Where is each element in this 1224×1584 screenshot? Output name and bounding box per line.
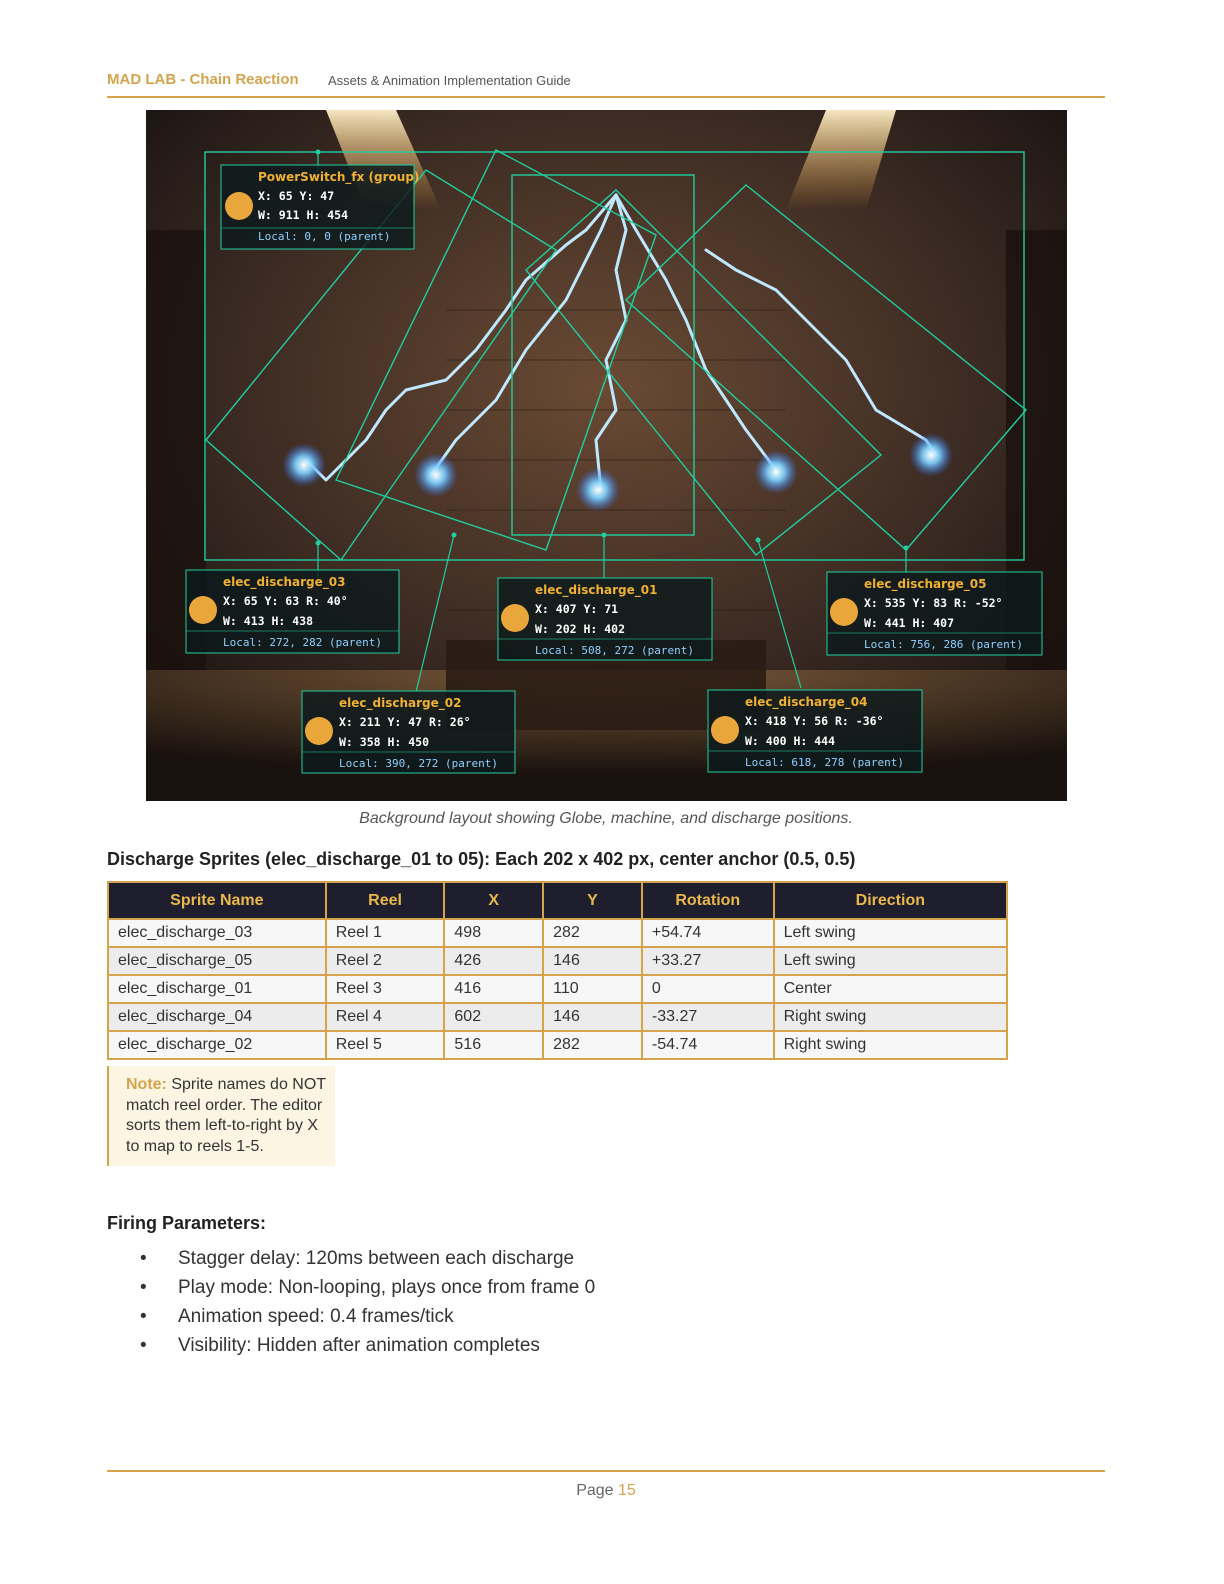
label-size: W: 202 H: 402	[535, 622, 626, 636]
document-subtitle: Assets & Animation Implementation Guide	[328, 73, 571, 88]
label-local: Local: 508, 272 (parent)	[535, 644, 694, 657]
table-cell: 602	[444, 1003, 543, 1031]
page-footer	[107, 1470, 1105, 1499]
label-position: X: 418 Y: 56 R: -36°	[745, 714, 884, 728]
page-header	[107, 70, 1105, 98]
table-row	[108, 947, 1007, 975]
table-cell: elec_discharge_02	[108, 1031, 326, 1059]
label-size: W: 413 H: 438	[223, 614, 314, 628]
label-local: Local: 756, 286 (parent)	[864, 638, 1023, 651]
table-cell: 282	[543, 919, 642, 947]
label-position: X: 407 Y: 71	[535, 602, 619, 616]
label-title: elec_discharge_05	[864, 577, 987, 591]
node-dot-icon	[189, 596, 217, 624]
firing-parameters-title: Firing Parameters:	[107, 1213, 267, 1233]
section-title: Discharge Sprites (elec_discharge_01 to 05): Each 202 x 402 px, center anchor (0.5, 0.5)	[107, 849, 856, 869]
note-label: Note:	[126, 1076, 167, 1093]
table-row	[108, 1031, 1007, 1059]
table-header-row	[108, 882, 1007, 919]
table-cell: Reel 5	[326, 1031, 445, 1059]
label-position: X: 535 Y: 83 R: -52°	[864, 596, 1003, 610]
table-cell: Right swing	[774, 1003, 1007, 1031]
note-callout	[107, 1066, 335, 1166]
table-cell: 146	[543, 1003, 642, 1031]
column-header: Reel	[326, 882, 445, 919]
figure-caption: Background layout showing Globe, machine, and discharge positions.	[359, 810, 853, 827]
table-cell: 282	[543, 1031, 642, 1059]
group-size: W: 911 H: 454	[258, 208, 349, 222]
node-dot-icon	[711, 716, 739, 744]
label-local: Local: 618, 278 (parent)	[745, 756, 904, 769]
table-cell: elec_discharge_01	[108, 975, 326, 1003]
label-position: X: 65 Y: 63 R: 40°	[223, 594, 348, 608]
column-header: X	[444, 882, 543, 919]
label-position: X: 211 Y: 47 R: 26°	[339, 715, 471, 729]
note-text: Sprite names do NOT match reel order. The editor sorts them left-to-right by X to map to reels 1-5.	[126, 1076, 326, 1155]
label-title: elec_discharge_01	[535, 583, 658, 597]
list-item-text: Visibility: Hidden after animation completes	[178, 1335, 540, 1356]
page-label: Page	[576, 1482, 614, 1499]
table-cell: Left swing	[774, 919, 1007, 947]
bullet-icon: •	[140, 1248, 147, 1269]
table-cell: 498	[444, 919, 543, 947]
node-dot-icon	[501, 604, 529, 632]
layout-illustration	[146, 110, 1067, 801]
bullet-icon: •	[140, 1335, 147, 1356]
column-header: Direction	[774, 882, 1007, 919]
list-item	[140, 1331, 595, 1360]
discharge-02-label	[302, 691, 515, 773]
table-cell: 416	[444, 975, 543, 1003]
table-cell: 146	[543, 947, 642, 975]
column-header: Y	[543, 882, 642, 919]
page-indicator	[107, 1482, 1105, 1500]
discharge-03-label	[186, 570, 399, 653]
page-number: 15	[618, 1482, 636, 1499]
table-cell: Reel 3	[326, 975, 445, 1003]
list-item	[140, 1244, 595, 1273]
table-cell: +54.74	[642, 919, 774, 947]
list-item-text: Play mode: Non-looping, plays once from frame 0	[178, 1277, 596, 1298]
table-cell: Reel 2	[326, 947, 445, 975]
document-brand: MAD LAB - Chain Reaction	[107, 71, 299, 88]
discharge-05-label	[827, 572, 1042, 655]
table-cell: Reel 4	[326, 1003, 445, 1031]
group-local: Local: 0, 0 (parent)	[258, 230, 391, 243]
group-position: X: 65 Y: 47	[258, 189, 335, 203]
label-size: W: 441 H: 407	[864, 616, 955, 630]
column-header: Sprite Name	[108, 882, 326, 919]
label-title: elec_discharge_02	[339, 696, 462, 710]
bullet-icon: •	[140, 1277, 147, 1298]
table-cell: elec_discharge_05	[108, 947, 326, 975]
table-cell: Right swing	[774, 1031, 1007, 1059]
table-cell: Left swing	[774, 947, 1007, 975]
node-dot-icon	[225, 192, 253, 220]
table-row	[108, 1003, 1007, 1031]
label-size: W: 400 H: 444	[745, 734, 836, 748]
node-dot-icon	[830, 598, 858, 626]
list-item	[140, 1273, 595, 1302]
table-cell: 0	[642, 975, 774, 1003]
table-cell: -33.27	[642, 1003, 774, 1031]
table-cell: elec_discharge_03	[108, 919, 326, 947]
list-item-text: Animation speed: 0.4 frames/tick	[178, 1306, 454, 1327]
table-row	[108, 919, 1007, 947]
table-cell: Center	[774, 975, 1007, 1003]
table-row	[108, 975, 1007, 1003]
discharge-04-label	[708, 690, 922, 772]
layout-figure	[146, 110, 1067, 801]
bullet-icon: •	[140, 1306, 147, 1327]
table-cell: +33.27	[642, 947, 774, 975]
table-cell: -54.74	[642, 1031, 774, 1059]
table-cell: 516	[444, 1031, 543, 1059]
label-title: elec_discharge_04	[745, 695, 868, 709]
list-item	[140, 1302, 595, 1331]
label-size: W: 358 H: 450	[339, 735, 430, 749]
discharge-01-label	[498, 578, 712, 660]
discharge-sprites-table	[107, 881, 1008, 1060]
list-item-text: Stagger delay: 120ms between each discharge	[178, 1248, 575, 1269]
table-cell: 426	[444, 947, 543, 975]
group-title: PowerSwitch_fx (group)	[258, 170, 420, 184]
table-cell: Reel 1	[326, 919, 445, 947]
label-local: Local: 390, 272 (parent)	[339, 757, 498, 770]
table-cell: elec_discharge_04	[108, 1003, 326, 1031]
label-local: Local: 272, 282 (parent)	[223, 636, 382, 649]
firing-parameters-list	[140, 1244, 595, 1360]
group-info-label	[221, 165, 419, 249]
table-cell: 110	[543, 975, 642, 1003]
label-title: elec_discharge_03	[223, 575, 346, 589]
node-dot-icon	[305, 717, 333, 745]
column-header: Rotation	[642, 882, 774, 919]
